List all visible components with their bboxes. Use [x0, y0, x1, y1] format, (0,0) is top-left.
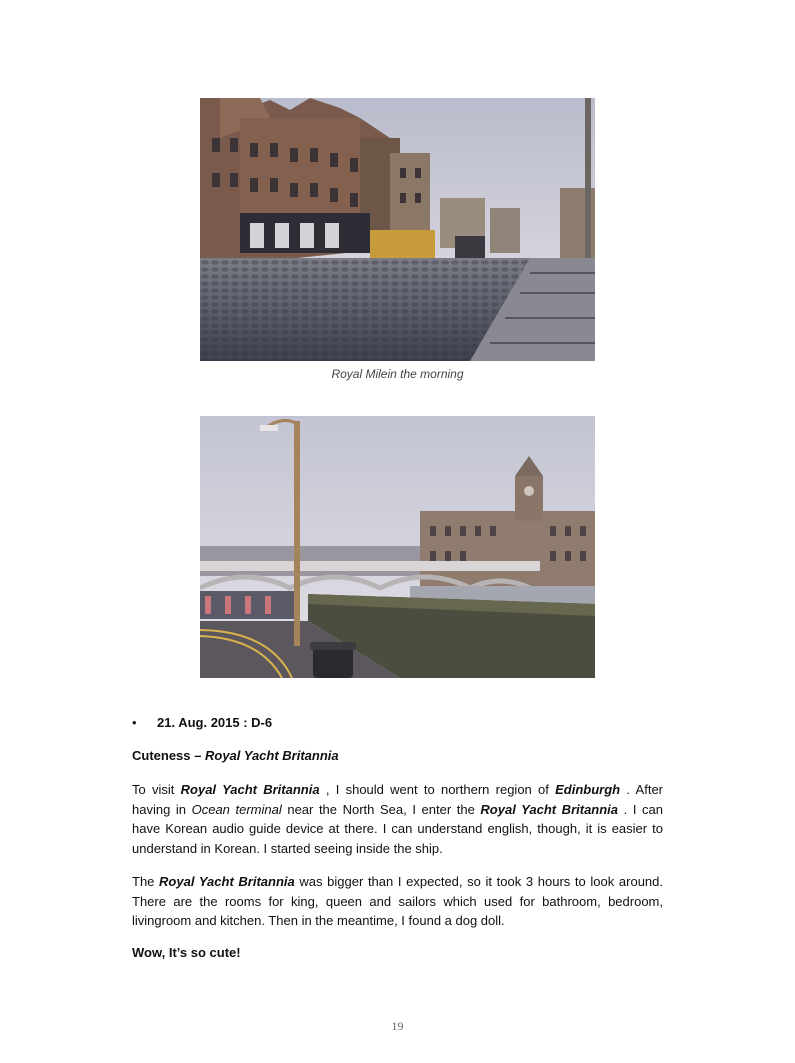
photo-caption: Royal Milein the morning — [331, 367, 464, 381]
closing-exclamation: Wow, It’s so cute! — [132, 945, 241, 960]
para1-terminal-name: Ocean terminal — [191, 801, 282, 817]
royal-mile-image — [200, 98, 595, 361]
para1-ship-name-2: Royal Yacht Britannia — [480, 801, 619, 817]
para1-text-2: , I should went to northern region of — [319, 782, 556, 797]
para2-text-1: The — [132, 874, 160, 889]
para1-text-1: To visit — [132, 782, 181, 797]
paragraph-ship — [132, 872, 663, 931]
paragraph-visit — [132, 780, 663, 858]
edinburgh-view-image — [200, 416, 595, 678]
page-number: 19 — [391, 1019, 404, 1033]
para1-ship-name-1: Royal Yacht Britannia — [180, 782, 320, 797]
heading-title: Royal Yacht Britannia — [204, 748, 339, 763]
para1-text-4: near the North Sea, I enter the — [281, 801, 481, 817]
heading-prefix: Cuteness – — [132, 748, 205, 763]
royal-mile-photo — [200, 98, 595, 361]
para1-text-5: . I can have Korean audio guide device at there. I can understand english, though, it is easier to understand in Korean. I started seeing inside the ship. — [132, 801, 663, 856]
date-label: 21. Aug. 2015 : D-6 — [157, 715, 273, 730]
para2-text-2: was bigger than I expected, so it took 3 hours to look around. There are the rooms for king, queen and sailors which used for bathroom, bedroom, livingroom and kitchen. Then in the meantime, I found a dog doll. — [132, 874, 663, 928]
section-heading — [132, 748, 339, 763]
edinburgh-view-photo — [200, 416, 595, 678]
para2-ship-name: Royal Yacht Britannia — [159, 874, 295, 889]
bullet-dot: • — [132, 715, 137, 730]
para1-city-name: Edinburgh — [555, 782, 621, 797]
para1-text-3: . After having in — [132, 782, 664, 817]
